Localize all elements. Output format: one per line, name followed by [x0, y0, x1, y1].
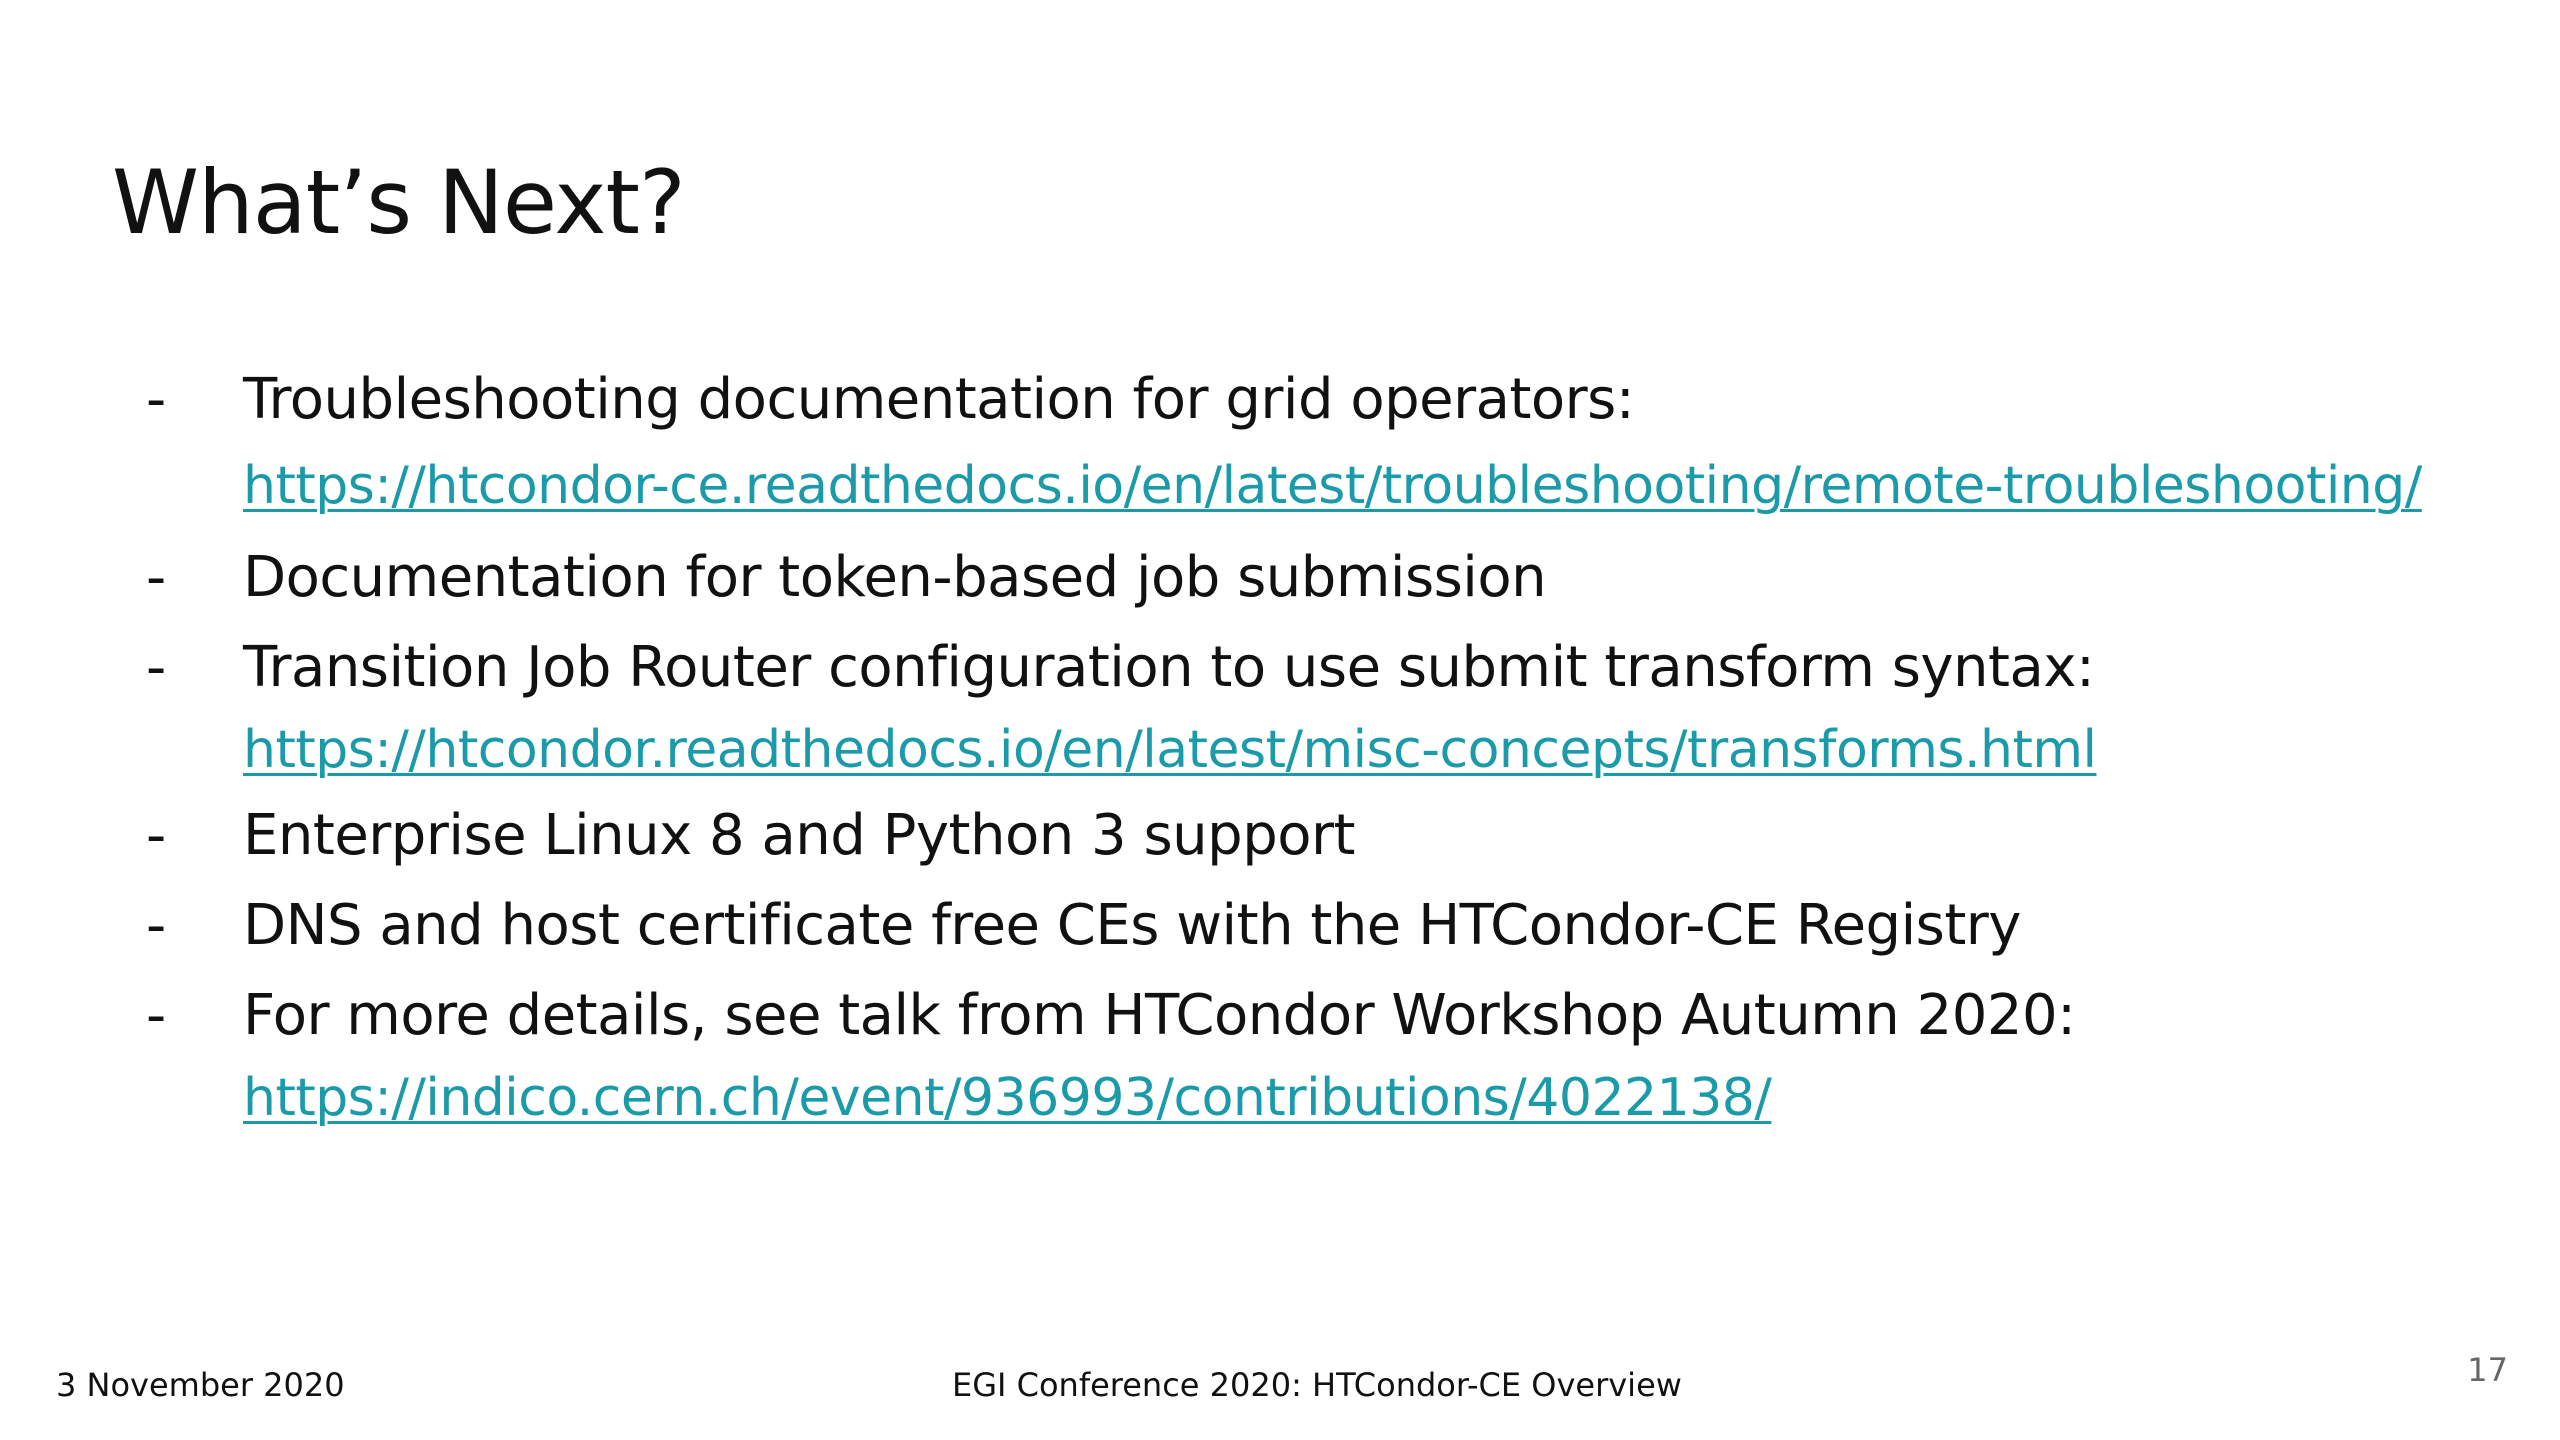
bullet-item — [0, 628, 2560, 708]
bullet-marker: - — [146, 545, 167, 610]
bullet-link-row — [0, 1058, 2560, 1138]
bullet-item — [0, 538, 2560, 618]
bullet-marker: - — [146, 983, 167, 1048]
transforms-docs-link[interactable]: https://htcondor.readthedocs.io/en/latest/misc-concepts/transforms.html — [243, 720, 2097, 780]
workshop-talk-link[interactable]: https://indico.cern.ch/event/936993/contributions/4022138/ — [243, 1068, 1772, 1128]
bullet-text: DNS and host certificate free CEs with the HTCondor-CE Registry — [243, 893, 2021, 958]
bullet-item — [0, 886, 2560, 966]
bullet-marker: - — [146, 893, 167, 958]
bullet-marker: - — [146, 803, 167, 868]
bullet-link-row — [0, 446, 2560, 526]
troubleshooting-docs-link[interactable]: https://htcondor-ce.readthedocs.io/en/latest/troubleshooting/remote-troubleshooting/ — [243, 456, 2422, 516]
footer-date: 3 November 2020 — [56, 1366, 345, 1404]
bullet-item — [0, 360, 2560, 440]
bullet-text: Troubleshooting documentation for grid operators: — [243, 367, 1635, 432]
bullet-text: Enterprise Linux 8 and Python 3 support — [243, 803, 1355, 868]
bullet-item — [0, 976, 2560, 1056]
bullet-text: Transition Job Router configuration to use submit transform syntax: — [243, 635, 2095, 700]
page-number: 17 — [2467, 1351, 2508, 1389]
bullet-text: For more details, see talk from HTCondor Workshop Autumn 2020: — [243, 983, 2076, 1048]
bullet-link-row — [0, 710, 2560, 790]
bullet-marker: - — [146, 635, 167, 700]
footer-presentation-title: EGI Conference 2020: HTCondor-CE Overview — [952, 1366, 1682, 1404]
slide-title: What’s Next? — [112, 151, 685, 254]
bullet-text: Documentation for token-based job submission — [243, 545, 1547, 610]
bullet-marker: - — [146, 367, 167, 432]
bullet-item — [0, 796, 2560, 876]
